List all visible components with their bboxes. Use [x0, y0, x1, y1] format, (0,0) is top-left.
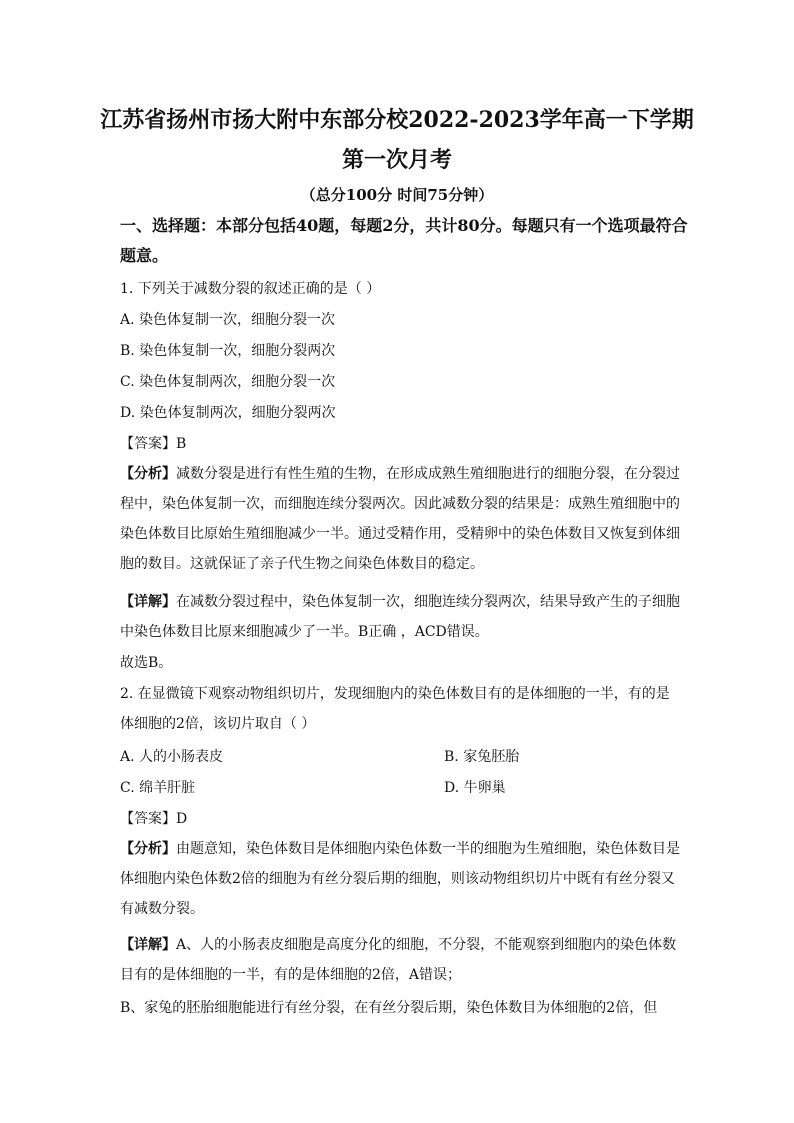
q2-answer: [120, 809, 187, 829]
analysis-tag: 【分析】: [120, 466, 176, 482]
answer-tag: 【答案】: [120, 436, 176, 452]
document-title-line1: 江苏省扬州市扬大附中东部分校2022-2023学年高一下学期: [100, 107, 694, 133]
q1-option-a: A. 染色体复制一次，细胞分裂一次: [120, 312, 336, 328]
section-heading: 一、选择题：本部分包括40题，每题2分，共计80分。每题只有一个选项最符合题意。: [120, 216, 688, 265]
analysis-text: 减数分裂是进行有性生殖的生物，在形成成熟生殖细胞进行的细胞分裂，在分裂过程中，染色体复制一次，而细胞连续分裂两次。因此减数分裂的结果是：成熟生殖细胞中的染色体数目比原始生殖细胞减少一半。通过受精作用，受精卵中的染色体数目又恢复到体细胞的数目。这就保证了亲子代生物之间染色体数目的稳定。: [120, 466, 680, 572]
q1-option-c: C. 染色体复制两次，细胞分裂一次: [120, 374, 336, 390]
q2-option-a: A. 人的小肠表皮: [120, 749, 224, 765]
document-title-line2: 第一次月考: [341, 147, 452, 173]
analysis-text: 由题意知，染色体数目是体细胞内染色体数一半的细胞为生殖细胞，染色体数目是体细胞内染色体数2倍的细胞为有丝分裂后期的细胞，则该动物组织切片中既有有丝分裂又有减数分裂。: [120, 841, 680, 917]
q1-option-b: B. 染色体复制一次，细胞分裂两次: [120, 343, 336, 359]
q1-conclusion: 故选B。: [120, 655, 173, 671]
q1-stem: 1. 下列关于减数分裂的叙述正确的是（ ）: [120, 281, 381, 297]
q1-analysis: [120, 459, 680, 579]
q2-stem: 2. 在显微镜下观察动物组织切片，发现细胞内的染色体数目有的是体细胞的一半，有的是体细胞的2倍，该切片取自（ ）: [120, 686, 670, 732]
detail-text: A、人的小肠表皮细胞是高度分化的细胞，不分裂，不能观察到细胞内的染色体数目有的是体细胞的一半，有的是体细胞的2倍，A错误；: [120, 937, 677, 983]
answer-value: B: [176, 436, 187, 452]
q1-answer: [120, 434, 186, 454]
q1-detail: [120, 587, 680, 647]
q2-detail: [120, 930, 680, 990]
q2-option-b: B. 家兔胚胎: [444, 749, 520, 765]
q2-detail-b: B、家兔的胚胎细胞能进行有丝分裂，在有丝分裂后期，染色体数目为体细胞的2倍，但: [120, 1000, 658, 1016]
q1-option-d: D. 染色体复制两次，细胞分裂两次: [120, 405, 336, 421]
q2-option-d: D. 牛卵巢: [444, 780, 506, 796]
answer-tag: 【答案】: [120, 811, 176, 827]
analysis-tag: 【分析】: [120, 841, 176, 857]
detail-tag: 【详解】: [120, 937, 176, 953]
q2-option-c: C. 绵羊肝脏: [120, 780, 196, 796]
answer-value: D: [176, 811, 188, 827]
detail-tag: 【详解】: [120, 594, 176, 610]
detail-text: 在减数分裂过程中，染色体复制一次，细胞连续分裂两次，结果导致产生的子细胞中染色体数目比原来细胞减少了一半。B正确 ，ACD错误。: [120, 594, 680, 640]
q2-analysis: [120, 834, 680, 924]
exam-info: （总分100分 时间75分钟）: [300, 186, 494, 204]
